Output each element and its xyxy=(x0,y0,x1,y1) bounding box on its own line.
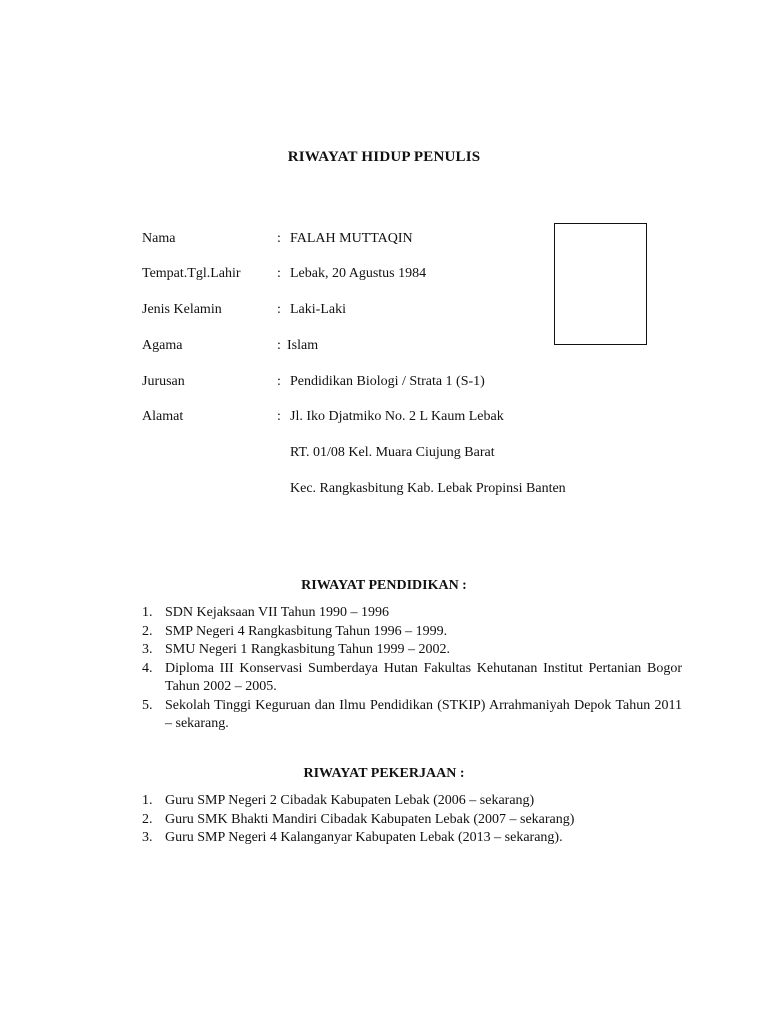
bio-value: Pendidikan Biologi / Strata 1 (S-1) xyxy=(290,374,485,389)
bio-value: Jl. Iko Djatmiko No. 2 L Kaum Lebak xyxy=(290,409,504,424)
bio-separator: : xyxy=(277,374,281,389)
bio-value: Islam xyxy=(287,338,319,353)
work-heading: RIWAYAT PEKERJAAN : xyxy=(303,766,465,781)
bio-label: Tempat.Tgl.Lahir xyxy=(142,266,241,281)
work-list xyxy=(142,792,682,848)
list-item xyxy=(142,829,682,848)
bio-label: Jenis Kelamin xyxy=(142,302,222,317)
list-number: 2. xyxy=(142,811,153,827)
bio-label: Nama xyxy=(142,231,176,246)
bio-separator: : xyxy=(277,266,281,281)
list-number: 4. xyxy=(142,660,153,676)
list-item xyxy=(142,811,682,830)
bio-value: FALAH MUTTAQIN xyxy=(290,231,413,246)
bio-label: Agama xyxy=(142,338,183,353)
list-item xyxy=(142,660,682,697)
bio-label: Jurusan xyxy=(142,374,185,389)
list-item xyxy=(142,697,682,734)
list-item xyxy=(142,604,682,623)
list-text: SDN Kejaksaan VII Tahun 1990 – 1996 xyxy=(165,605,390,620)
list-number: 1. xyxy=(142,605,153,620)
list-text: Guru SMK Bhakti Mandiri Cibadak Kabupaten Lebak (2007 – sekarang) xyxy=(165,811,575,827)
address-line: Kec. Rangkasbitung Kab. Lebak Propinsi Banten xyxy=(290,481,566,496)
bio-value: Laki-Laki xyxy=(290,302,346,317)
bio-separator: : xyxy=(277,409,281,424)
list-number: 1. xyxy=(142,793,153,808)
list-text: SMU Negeri 1 Rangkasbitung Tahun 1999 – 2002. xyxy=(165,642,450,657)
education-list xyxy=(142,604,682,734)
list-number: 3. xyxy=(142,642,153,657)
address-line: RT. 01/08 Kel. Muara Ciujung Barat xyxy=(290,445,495,460)
page-title: RIWAYAT HIDUP PENULIS xyxy=(287,149,481,165)
bio-label: Alamat xyxy=(142,409,184,424)
list-text: SMP Negeri 4 Rangkasbitung Tahun 1996 – 1999. xyxy=(165,623,448,639)
bio-value: Lebak, 20 Agustus 1984 xyxy=(290,266,427,281)
bio-separator: : xyxy=(277,231,281,246)
list-item xyxy=(142,623,682,642)
list-item xyxy=(142,792,682,811)
list-text: Guru SMP Negeri 2 Cibadak Kabupaten Lebak (2006 – sekarang) xyxy=(165,793,535,808)
education-heading: RIWAYAT PENDIDIKAN : xyxy=(301,578,467,593)
list-text: Diploma III Konservasi Sumberdaya Hutan Fakultas Kehutanan Institut Pertanian Bogor Tahun 2002 – 2005. xyxy=(165,660,682,694)
list-text: Sekolah Tinggi Keguruan dan Ilmu Pendidikan (STKIP) Arrahmaniyah Depok Tahun 2011 – sekarang. xyxy=(165,697,682,731)
list-number: 2. xyxy=(142,623,153,639)
photo-placeholder xyxy=(554,223,647,345)
list-number: 5. xyxy=(142,697,153,713)
list-number: 3. xyxy=(142,830,153,845)
list-item xyxy=(142,641,682,660)
bio-separator: : xyxy=(277,302,281,317)
bio-separator: : xyxy=(277,338,281,353)
list-text: Guru SMP Negeri 4 Kalanganyar Kabupaten Lebak (2013 – sekarang). xyxy=(165,830,563,845)
